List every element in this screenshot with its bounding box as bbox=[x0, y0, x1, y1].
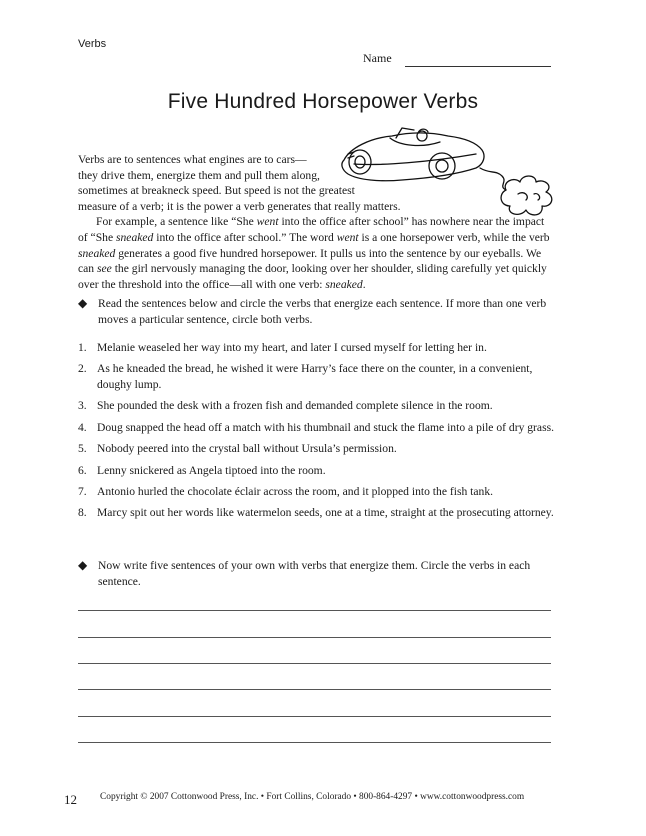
answer-line[interactable] bbox=[78, 610, 551, 611]
answer-line[interactable] bbox=[78, 689, 551, 690]
list-item: 8. Marcy spit out her words like watermelon seeds, one at a time, straight at the prosecuting attorney. bbox=[78, 506, 554, 520]
intro-line: Verbs are to sentences what engines are to cars— bbox=[78, 153, 307, 166]
instruction-1 bbox=[78, 296, 556, 327]
list-item: 4. Doug snapped the head off a match with his thumbnail and stuck the flame into a pile of dry grass. bbox=[78, 420, 554, 434]
list-item: 5. Nobody peered into the crystal ball without Ursula’s permission. bbox=[78, 442, 397, 456]
page-number: 12 bbox=[64, 792, 77, 807]
diamond-bullet-icon: ◆ bbox=[78, 296, 88, 310]
instruction-text: Now write five sentences of your own with verbs that energize them. Circle the verbs in each sentence. bbox=[98, 559, 531, 588]
instruction-2 bbox=[78, 558, 556, 589]
intro-line: measure of a verb; it is the power a verb generates that really matters. bbox=[78, 199, 401, 213]
name-input-line[interactable] bbox=[405, 66, 551, 67]
answer-line[interactable] bbox=[78, 716, 551, 717]
intro-line: sometimes at breakneck speed. But speed is not the greatest bbox=[78, 184, 355, 198]
instruction-text: Read the sentences below and circle the verbs that energize each sentence. If more than one verb moves a particular sentence, circle both verbs. bbox=[98, 297, 547, 326]
copyright-text: Copyright © 2007 Cottonwood Press, Inc. • Fort Collins, Colorado • 800-864-4297 • www.cottonwoodpress.com bbox=[100, 792, 525, 802]
diamond-bullet-icon: ◆ bbox=[78, 558, 88, 572]
answer-line[interactable] bbox=[78, 663, 551, 664]
intro-line: they drive them, energize them and pull them along, bbox=[78, 168, 320, 182]
list-item: 6. Lenny snickered as Angela tiptoed into the room. bbox=[78, 463, 326, 477]
list-item: 1. Melanie weaseled her way into my heart, and later I cursed myself for letting her in. bbox=[78, 341, 487, 354]
list-item: 3. She pounded the desk with a frozen fish and demanded complete silence in the room. bbox=[78, 399, 493, 413]
name-label: Name bbox=[363, 51, 392, 65]
answer-line[interactable] bbox=[78, 637, 551, 638]
list-item: 7. Antonio hurled the chocolate éclair across the room, and it plopped into the fish tank. bbox=[78, 484, 494, 498]
sentence-list bbox=[78, 340, 556, 527]
page-title: Five Hundred Horsepower Verbs bbox=[167, 90, 479, 113]
list-item: 2. As he kneaded the bread, he wished it were Harry’s face there on the counter, in a convenient, doughy lump. bbox=[78, 362, 533, 391]
intro-text bbox=[78, 152, 553, 292]
section-label: Verbs bbox=[78, 38, 107, 50]
intro-paragraph: For example, a sentence like “She went into the office after school” has nowhere near the impact of “She sneaked into the office after school.” The word went is a one horsepower verb, while the verb sneaked generates a good five hundred horsepower. It pulls us into the sentence by our eyeballs. We can see the girl nervously managing the door, looking over her shoulder, sliding carefully yet quickly over the threshold into the office—all with one verb: sneaked. bbox=[78, 215, 550, 291]
answer-line[interactable] bbox=[78, 742, 551, 743]
